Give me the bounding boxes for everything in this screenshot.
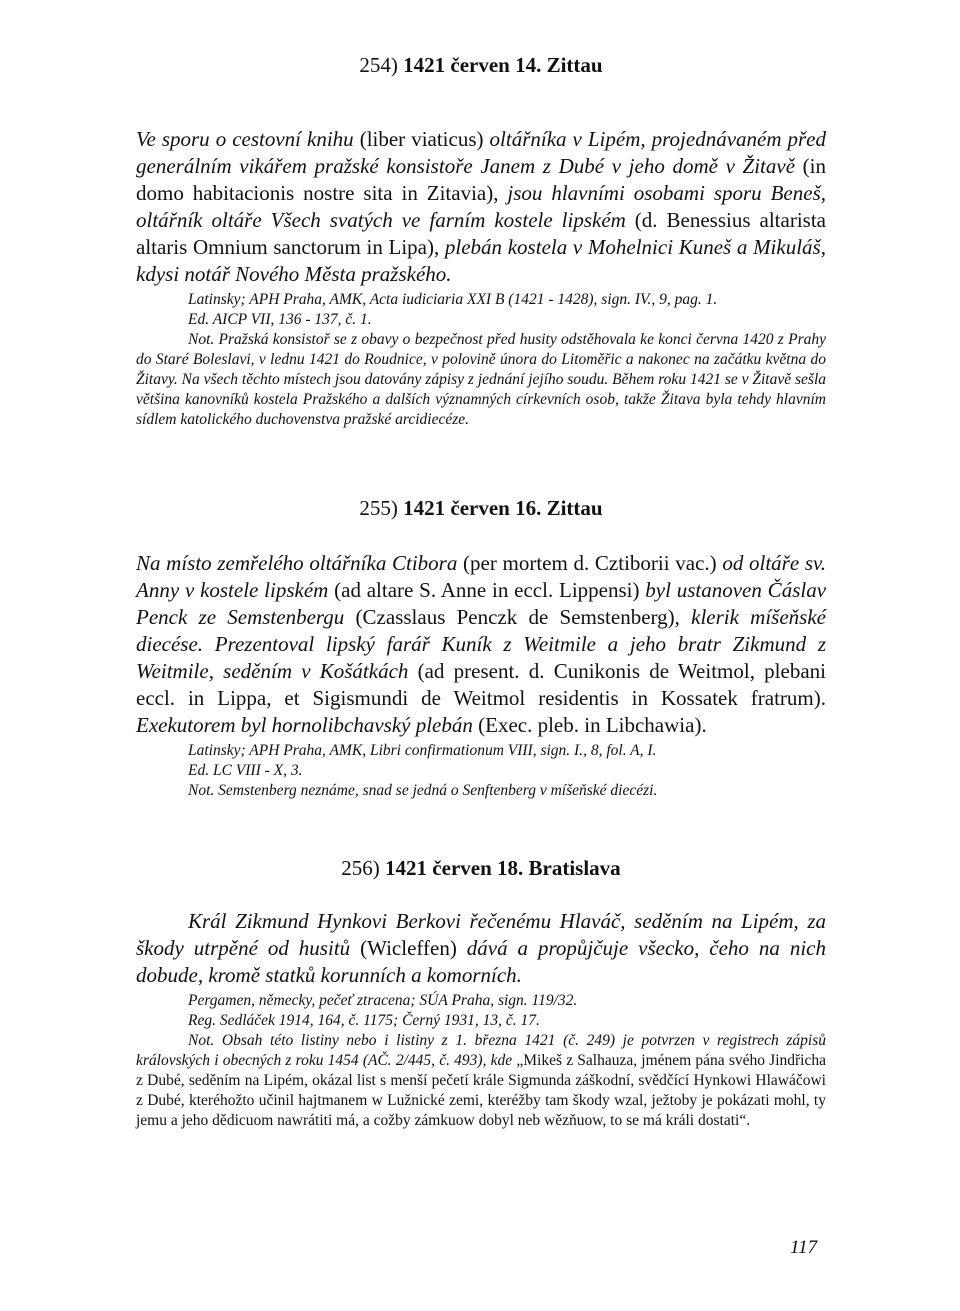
summary-part: oltářníka v Lipém, projednávaném před generálním vikářem pražské konsistoře Janem z Dubé v jeho domě v Žitavě	[136, 127, 827, 178]
entry-note: Not. Semstenberg neznáme, snad se jedná o Senftenberg v míšeňské diecézi.	[188, 782, 658, 799]
summary-part: jsou hlavními osobami sporu Beneš, oltářník oltáře Všech svatých ve farním kostele lipském	[136, 181, 826, 232]
summary-part: Na místo zemřelého oltářníka Ctibora	[136, 551, 464, 575]
summary-part: (Czasslaus Penczk de Semstenberg),	[355, 605, 692, 629]
entry-date: 1421 červen 14.	[403, 53, 542, 77]
summary-part: byl ustanoven Čáslav Penck ze Semstenbergu	[136, 578, 827, 629]
summary-part: klerik míšeňské diecése. Prezentoval lipský farář Kuník z Weitmile a jeho bratr Zikmund z Weitmile, seděním v Košátkách	[136, 605, 826, 683]
entry-256	[136, 855, 826, 1131]
entry-note	[136, 1031, 826, 1131]
summary-part: (d. Benessius altarista altaris Omnium sanctorum in Lipa),	[136, 208, 826, 259]
entry-255	[136, 495, 826, 801]
summary-part: Ve sporu o cestovní knihu	[136, 127, 360, 151]
entry-number: 256)	[341, 856, 380, 880]
summary-part: dává a propůjčuje všecko, čeho na nich dobude, kromě statků korunních a komorních.	[136, 936, 826, 987]
entry-summary	[136, 550, 826, 739]
entry-summary	[136, 908, 826, 989]
entry-edition: Reg. Sedláček 1914, 164, č. 1175; Černý 1931, 13, č. 17.	[188, 1012, 540, 1029]
entry-place: Zittau	[546, 496, 603, 520]
summary-part: (ad altare S. Anne in eccl. Lippensi)	[334, 578, 646, 602]
entry-source: Latinsky; APH Praha, AMK, Acta iudiciaria XXI B (1421 - 1428), sign. IV., 9, pag. 1.	[188, 291, 718, 308]
entry-source: Latinsky; APH Praha, AMK, Libri confirmationum VIII, sign. I., 8, fol. A, I.	[188, 742, 657, 759]
summary-part: (ad present. d. Cunikonis de Weitmol, plebani eccl. in Lippa, et Sigismundi de Weitmol residentis in Kossatek fratrum).	[136, 659, 826, 710]
entry-date: 1421 červen 16.	[403, 496, 542, 520]
entry-note: Not. Pražská konsistoř se z obavy o bezpečnost před husity odstěhovala ke konci června 1420 z Prahy do Staré Boleslavi, v lednu 1421 do Roudnice, v polovině února do Litoměřic a nakonec na začátku května do Žitavy. Na všech těchto místech jsou datovány zápisy z jednání jejího soudu. Během roku 1421 se v Žitavě sešla většina kanovníků kostela Pražského a dalších významných církevních osob, takže Žitava byla tehdy hlavním sídlem katolického duchovenstva pražské arcidiecéze.	[136, 331, 826, 428]
summary-part: (Exec. pleb. in Libchawia).	[478, 713, 707, 737]
page-number: 117	[790, 1237, 818, 1258]
note-quote: „Mikeš z Salhauza, jménem pána svého Jindřicha z Dubé, seděním na Lipém, okázal list s menší pečetí krále Sigmunda záškodní, svědčící Hynkowi Hlawáčowi z Dubé, kteréhožto učinil hajtmanem w Lužnické zemi, kteréžby tam škody wzal, ježtoby je pokázati mohl, ty jemu a jeho dědicuom nawrátiti má, a cožby zámkuow dobyl neb wězňuow, to se má králi dostati“.	[136, 1052, 827, 1129]
entry-heading	[136, 52, 826, 78]
entry-place: Zittau	[546, 53, 603, 77]
entry-edition: Ed. AICP VII, 136 - 137, č. 1.	[188, 311, 372, 328]
note-italic: Not. Obsah této listiny nebo i listiny z 1. března 1421 (č. 249) je potvrzen v registrech zápisů královských i obecných z roku 1454 (AČ. 2/445, č. 493), kde	[136, 1032, 826, 1069]
entry-edition: Ed. LC VIII - X, 3.	[188, 762, 303, 779]
summary-part: (liber viaticus)	[359, 127, 490, 151]
summary-part: (in domo habitacionis nostre sita in Zitavia),	[136, 154, 826, 205]
entry-heading	[136, 855, 826, 881]
summary-part: (per mortem d. Cztiborii vac.)	[463, 551, 723, 575]
entry-summary	[136, 126, 826, 288]
entry-number: 254)	[359, 53, 398, 77]
entry-place: Bratislava	[528, 856, 621, 880]
summary-part: plebán kostela v Mohelnici Kuneš a Mikuláš, kdysi notář Nového Města pražského.	[136, 235, 826, 286]
summary-part: od oltáře sv. Anny v kostele lipském	[136, 551, 827, 602]
entry-date: 1421 červen 18.	[385, 856, 524, 880]
entry-number: 255)	[359, 496, 398, 520]
entry-source: Pergamen, německy, pečeť ztracena; SÚA Praha, sign. 119/32.	[188, 992, 578, 1009]
entry-heading	[136, 495, 826, 521]
summary-part: Exekutorem byl hornolibchavský plebán	[136, 713, 479, 737]
summary-part: (Wicleffen)	[360, 936, 467, 960]
summary-part: Král Zikmund Hynkovi Berkovi řečenému Hlaváč, seděním na Lipém, za škody utrpěné od husitů	[136, 909, 826, 960]
entry-254	[136, 52, 826, 430]
